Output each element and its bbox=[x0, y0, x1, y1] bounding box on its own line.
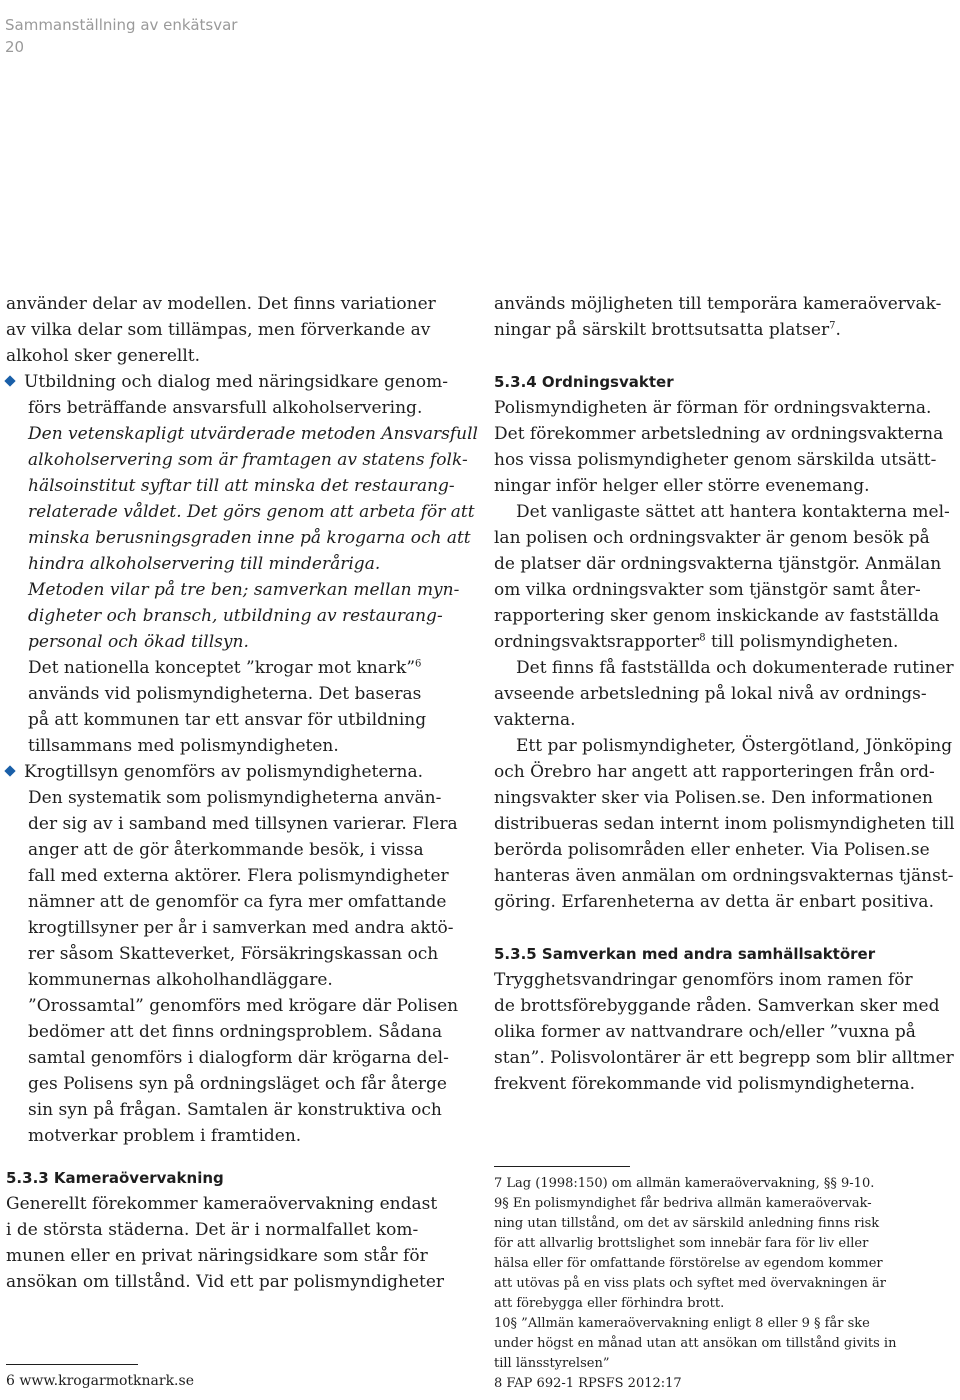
text-line: relaterade våldet. Det görs genom att arbeta för att bbox=[28, 502, 475, 522]
text-line: frekvent förekommande vid polismyndigheterna. bbox=[494, 1074, 915, 1094]
text-line: Det förekommer arbetsledning av ordningsvakterna bbox=[494, 424, 944, 444]
text-line: de platser där ordningsvakterna tjänstgör. Anmälan bbox=[494, 554, 942, 574]
text-line: samtal genomförs i dialogform där krögarna del- bbox=[28, 1048, 449, 1068]
italic-method-paragraph bbox=[6, 421, 478, 655]
text-line: använder delar av modellen. Det finns variationer bbox=[6, 294, 436, 314]
text-line: berörda polisområden eller enheter. Via Polisen.se bbox=[494, 840, 930, 860]
text-line: ningar inför helger eller större evenemang. bbox=[494, 476, 870, 496]
text-line: minska berusningsgraden inne på krogarna och att bbox=[28, 528, 471, 548]
text-line: Det finns få fastställda och dokumenterade rutiner bbox=[516, 658, 954, 678]
text-line: om vilka ordningsvakter som tjänstgör samt åter- bbox=[494, 580, 921, 600]
text-line: lan polisen och ordningsvakter är genom besök på bbox=[494, 528, 930, 548]
text-line: bedömer att det finns ordningsproblem. Sådana bbox=[28, 1022, 443, 1042]
section-534-paragraph bbox=[494, 395, 960, 499]
text-line: ningar på särskilt brottsutsatta platser bbox=[494, 320, 830, 340]
footnote-ref: 7 bbox=[829, 320, 836, 332]
text-line: Krogtillsyn genomförs av polismyndigheterna. bbox=[24, 762, 424, 782]
footnote-line: att utövas på en viss plats och syftet med övervakningen är bbox=[494, 1276, 886, 1291]
footnote-line: 10§ ”Allmän kameraövervakning enligt 8 eller 9 § får ske bbox=[494, 1316, 870, 1331]
text-line: vakterna. bbox=[494, 710, 576, 730]
text-line: används vid polismyndigheterna. Det baseras bbox=[28, 684, 422, 704]
text-line: Generellt förekommer kameraövervakning endast bbox=[6, 1194, 438, 1214]
text-line: Trygghetsvandringar genomförs inom ramen för bbox=[494, 970, 913, 990]
text-line: Det nationella konceptet ”krogar mot knark” bbox=[28, 658, 416, 678]
text-line: der sig av i samband med tillsynen varierar. Flera bbox=[28, 814, 458, 834]
text-line: Polismyndigheten är förman för ordningsvakterna. bbox=[494, 398, 932, 418]
text-line: på att kommunen tar ett ansvar för utbildning bbox=[28, 710, 427, 730]
diamond-bullet-icon bbox=[4, 375, 15, 386]
footnote-6: 6 www.krogarmotknark.se bbox=[6, 1373, 194, 1389]
text-line: distribueras sedan internt inom polismyndigheten till bbox=[494, 814, 955, 834]
text-line: avseende arbetsledning på lokal nivå av ordnings- bbox=[494, 684, 927, 704]
text-line: ”Orossamtal” genomförs med krögare där Polisen bbox=[28, 996, 459, 1016]
running-header bbox=[5, 14, 237, 58]
text-line: Ett par polismyndigheter, Östergötland, Jönköping bbox=[516, 736, 953, 756]
text-line: alkoholservering som är framtagen av statens folk- bbox=[28, 450, 468, 470]
text-line: används möjligheten till temporära kameraövervak- bbox=[494, 294, 942, 314]
text-line: personal och ökad tillsyn. bbox=[28, 632, 249, 652]
footnote-divider bbox=[494, 1166, 630, 1167]
text-line: Det vanligaste sättet att hantera kontakterna mel- bbox=[516, 502, 950, 522]
section-535-paragraph bbox=[494, 967, 960, 1097]
text-line: Utbildning och dialog med näringsidkare genom- bbox=[24, 372, 448, 392]
footnote-divider bbox=[6, 1364, 138, 1365]
intro-paragraph bbox=[6, 291, 472, 369]
diamond-bullet-icon bbox=[4, 765, 15, 776]
text-line: ges Polisens syn på ordningsläget och får återge bbox=[28, 1074, 447, 1094]
section-heading-535: 5.3.5 Samverkan med andra samhällsaktörer bbox=[494, 945, 876, 963]
text-line: ningsvakter sker via Polisen.se. Den informationen bbox=[494, 788, 933, 808]
text-line: hälsoinstitut syftar till att minska det restaurang- bbox=[28, 476, 455, 496]
text-line: göring. Erfarenheterna av detta är enbart positiva. bbox=[494, 892, 934, 912]
camera-continuation bbox=[494, 291, 960, 343]
page-number: 20 bbox=[5, 38, 25, 56]
text-line: hindra alkoholservering till minderåriga. bbox=[28, 554, 381, 574]
text-line: stan”. Polisvolontärer är ett begrepp som blir alltmer bbox=[494, 1048, 954, 1068]
bullet-krogtillsyn bbox=[6, 759, 472, 1149]
footnotes-right bbox=[494, 1174, 896, 1394]
footnote-line: 8 FAP 692-1 RPSFS 2012:17 bbox=[494, 1376, 682, 1391]
right-column bbox=[494, 291, 960, 1097]
footnote-line: 7 Lag (1998:150) om allmän kameraövervakning, §§ 9-10. bbox=[494, 1176, 875, 1191]
section-heading-534: 5.3.4 Ordningsvakter bbox=[494, 373, 674, 391]
text-line: Den systematik som polismyndigheterna använ- bbox=[28, 788, 442, 808]
text-line: alkohol sker generellt. bbox=[6, 346, 200, 366]
national-concept-paragraph bbox=[6, 655, 472, 759]
text-line: motverkar problem i framtiden. bbox=[28, 1126, 302, 1146]
text-line: hos vissa polismyndigheter genom särskilda utsätt- bbox=[494, 450, 937, 470]
text-line: nämner att de genomför ca fyra mer omfattande bbox=[28, 892, 447, 912]
text-line: sin syn på frågan. Samtalen är konstruktiva och bbox=[28, 1100, 442, 1120]
text-line: rapportering sker genom inskickande av fastställda bbox=[494, 606, 940, 626]
footnote-line: ning utan tillstånd, om det av särskild anledning finns risk bbox=[494, 1216, 880, 1231]
text-line: de brottsförebyggande råden. Samverkan sker med bbox=[494, 996, 940, 1016]
header-title: Sammanställning av enkätsvar bbox=[5, 16, 238, 34]
text-line: ansökan om tillstånd. Vid ett par polismyndigheter bbox=[6, 1272, 445, 1292]
section-533-paragraph bbox=[6, 1191, 472, 1295]
footnote-line: att förebygga eller förhindra brott. bbox=[494, 1296, 725, 1311]
reporting-paragraph bbox=[494, 733, 960, 915]
text-line: Metoden vilar på tre ben; samverkan mellan myn- bbox=[28, 580, 460, 600]
text-line: krogtillsyner per år i samverkan med andra aktö- bbox=[28, 918, 454, 938]
section-heading-533: 5.3.3 Kameraövervakning bbox=[6, 1169, 224, 1187]
text-line: digheter och bransch, utbildning av restaurang- bbox=[28, 606, 443, 626]
text-line: till polismyndigheten. bbox=[705, 632, 899, 652]
text-line: olika former av nattvandrare och/eller ”vuxna på bbox=[494, 1022, 916, 1042]
footnote-line: 9§ En polismyndighet får bedriva allmän kameraövervak- bbox=[494, 1196, 872, 1211]
text-line: hanteras även anmälan om ordningsvakternas tjänst- bbox=[494, 866, 954, 886]
text-line: av vilka delar som tillämpas, men förverkande av bbox=[6, 320, 431, 340]
routines-paragraph bbox=[494, 655, 960, 733]
footnote-line: hälsa eller för omfattande förstörelse av egendom kommer bbox=[494, 1256, 883, 1271]
contacts-paragraph bbox=[494, 499, 960, 655]
text-line: i de största städerna. Det är i normalfallet kom- bbox=[6, 1220, 419, 1240]
footnote-ref: 6 bbox=[415, 658, 422, 670]
text-line: munen eller en privat näringsidkare som står för bbox=[6, 1246, 428, 1266]
footnote-line: under högst en månad utan att ansökan om tillstånd givits in bbox=[494, 1336, 897, 1351]
text-line: Den vetenskapligt utvärderade metoden Ansvarsfull bbox=[28, 424, 478, 444]
text-line: förs beträffande ansvarsfull alkoholservering. bbox=[28, 398, 423, 418]
footnote-line: för att allvarlig brottslighet som innebär fara för liv eller bbox=[494, 1236, 869, 1251]
text-line: fall med externa aktörer. Flera polismyndigheter bbox=[28, 866, 449, 886]
footnote-ref: 8 bbox=[699, 632, 706, 644]
text-line: . bbox=[835, 320, 841, 340]
text-line: rer såsom Skatteverket, Försäkringskassan och bbox=[28, 944, 439, 964]
text-line: tillsammans med polismyndigheten. bbox=[28, 736, 339, 756]
bullet-utbildning bbox=[6, 369, 472, 421]
text-line: ordningsvaktsrapporter bbox=[494, 632, 700, 652]
left-column bbox=[6, 291, 478, 1295]
text-line: kommunernas alkoholhandläggare. bbox=[28, 970, 333, 990]
text-line: och Örebro har angett att rapporteringen från ord- bbox=[494, 762, 935, 782]
text-line: anger att de gör återkommande besök, i vissa bbox=[28, 840, 424, 860]
footnote-line: till länsstyrelsen” bbox=[494, 1356, 610, 1371]
